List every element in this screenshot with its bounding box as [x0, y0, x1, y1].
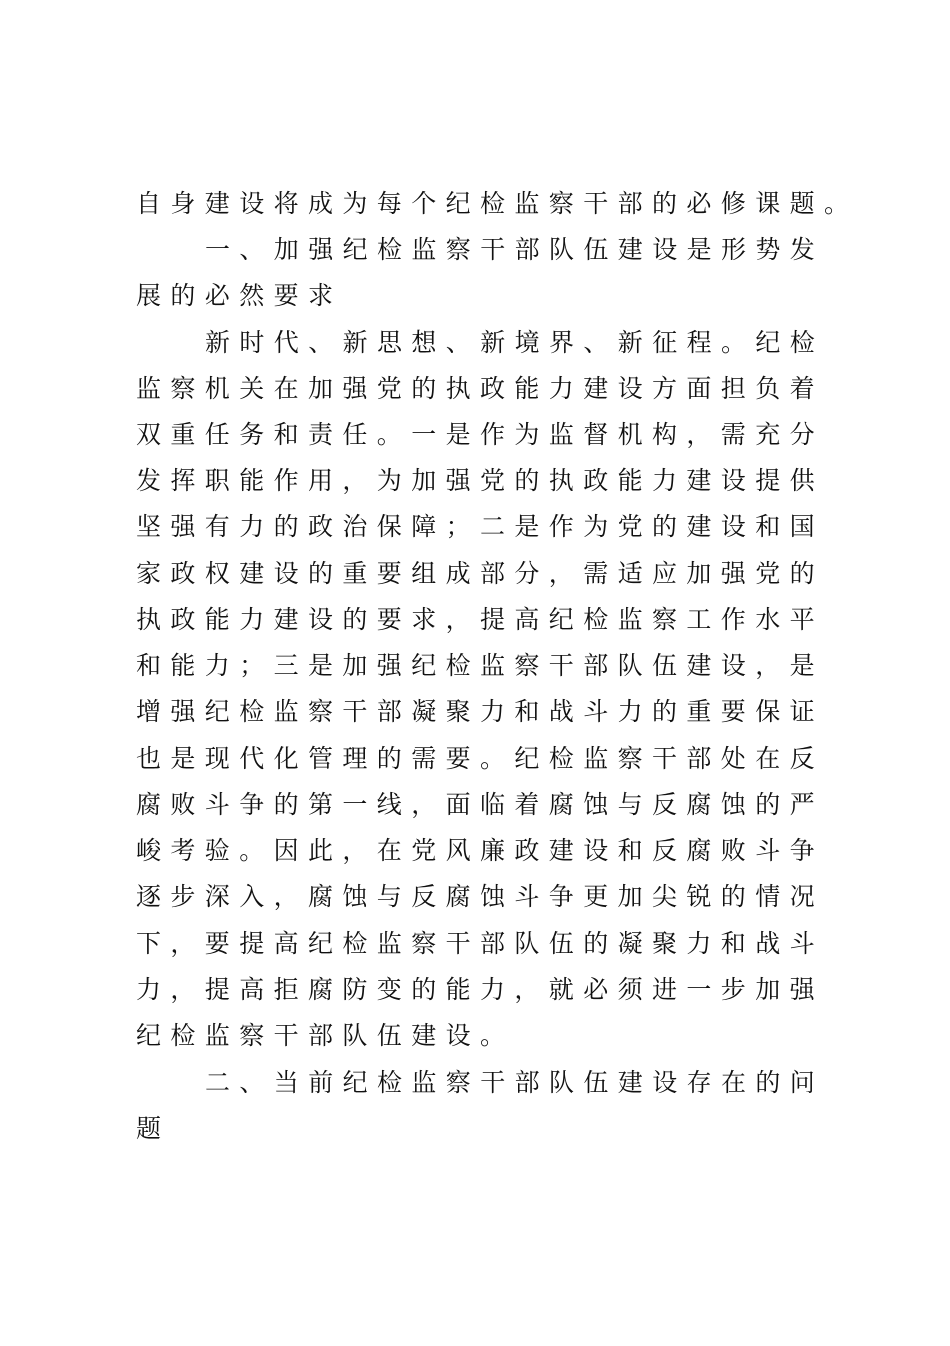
paragraph-line: 增强纪检监察干部凝聚力和战斗力的重要保证 — [136, 697, 825, 726]
section-heading-1-cont: 展的必然要求 — [136, 281, 343, 310]
section-heading-2-cont: 题 — [136, 1114, 171, 1143]
paragraph-line: 发挥职能作用，为加强党的执政能力建设提供 — [136, 466, 825, 495]
paragraph-line: 峻考验。因此，在党风廉政建设和反腐败斗争 — [136, 836, 825, 865]
section-heading-1: 一、加强纪检监察干部队伍建设是形势发 — [205, 235, 825, 264]
paragraph-line: 下，要提高纪检监察干部队伍的凝聚力和战斗 — [136, 929, 825, 958]
paragraph-line: 腐败斗争的第一线，面临着腐蚀与反腐蚀的严 — [136, 790, 825, 819]
paragraph-line: 家政权建设的重要组成部分，需适应加强党的 — [136, 559, 825, 588]
paragraph-line: 监察机关在加强党的执政能力建设方面担负着 — [136, 374, 825, 403]
paragraph-line: 自身建设将成为每个纪检监察干部的必修课题。 — [136, 189, 859, 218]
paragraph-line: 执政能力建设的要求，提高纪检监察工作水平 — [136, 605, 825, 634]
section-heading-2: 二、当前纪检监察干部队伍建设存在的问 — [205, 1068, 825, 1097]
paragraph-line: 纪检监察干部队伍建设。 — [136, 1021, 515, 1050]
paragraph-line: 力，提高拒腐防变的能力，就必须进一步加强 — [136, 975, 825, 1004]
paragraph-line: 逐步深入，腐蚀与反腐蚀斗争更加尖锐的情况 — [136, 882, 825, 911]
paragraph-line: 新时代、新思想、新境界、新征程。纪检 — [205, 328, 825, 357]
paragraph-line: 坚强有力的政治保障；二是作为党的建设和国 — [136, 512, 825, 541]
paragraph-line: 双重任务和责任。一是作为监督机构，需充分 — [136, 420, 825, 449]
paragraph-line: 和能力；三是加强纪检监察干部队伍建设，是 — [136, 651, 825, 680]
paragraph-line: 也是现代化管理的需要。纪检监察干部处在反 — [136, 744, 825, 773]
